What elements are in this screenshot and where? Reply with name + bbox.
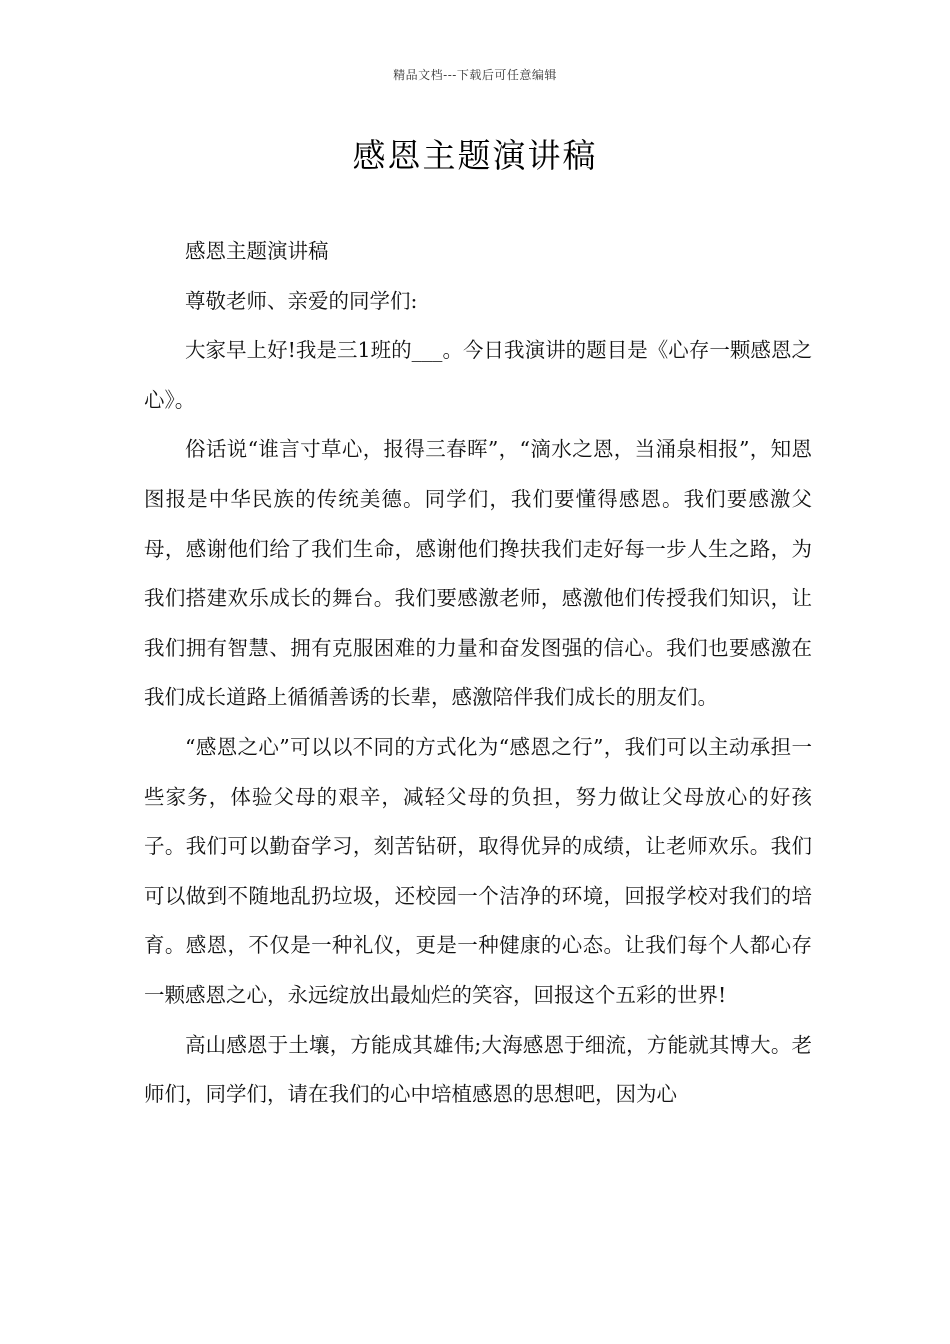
document-title: 感恩主题演讲稿 — [352, 136, 598, 175]
header-note: 精品文档---下载后可任意编辑 — [393, 68, 557, 82]
paragraph-salutation: 尊敬老师、亲爱的同学们: — [185, 288, 418, 313]
paragraph-heading: 感恩主题演讲稿 — [185, 239, 329, 263]
document-body — [144, 227, 812, 1120]
paragraph-greeting: 大家早上好!我是三1班的___。今日我演讲的题目是《心存一颗感恩之心》。 — [144, 338, 812, 412]
paragraph-actions: “感恩之心”可以以不同的方式化为“感恩之行”，我们可以主动承担一些家务，体验父母的艰辛，减轻父母的负担，努力做让父母放心的好孩子。我们可以勤奋学习，刻苦钻研，取得优异的成绩，让老师欢乐。我们可以做到不随地乱扔垃圾，还校园一个洁净的环境，回报学校对我们的培育。感恩，不仅是一种礼仪，更是一种健康的心态。让我们每个人都心存一颗感恩之心，永远绽放出最灿烂的笑容，回报这个五彩的世界! — [144, 734, 812, 1007]
paragraph-gratitude: 俗话说“谁言寸草心，报得三春晖”，“滴水之恩，当涌泉相报”，知恩图报是中华民族的传统美德。同学们，我们要懂得感恩。我们要感激父母，感谢他们给了我们生命，感谢他们搀扶我们走好每一步人生之路，为我们搭建欢乐成长的舞台。我们要感激老师，感激他们传授我们知识，让我们拥有智慧、拥有克服困难的力量和奋发图强的信心。我们也要感激在我们成长道路上循循善诱的长辈，感激陪伴我们成长的朋友们。 — [144, 437, 812, 710]
paragraph-closing: 高山感恩于土壤，方能成其雄伟;大海感恩于细流，方能就其博大。老师们，同学们，请在我们的心中培植感恩的思想吧，因为心 — [144, 1032, 812, 1107]
